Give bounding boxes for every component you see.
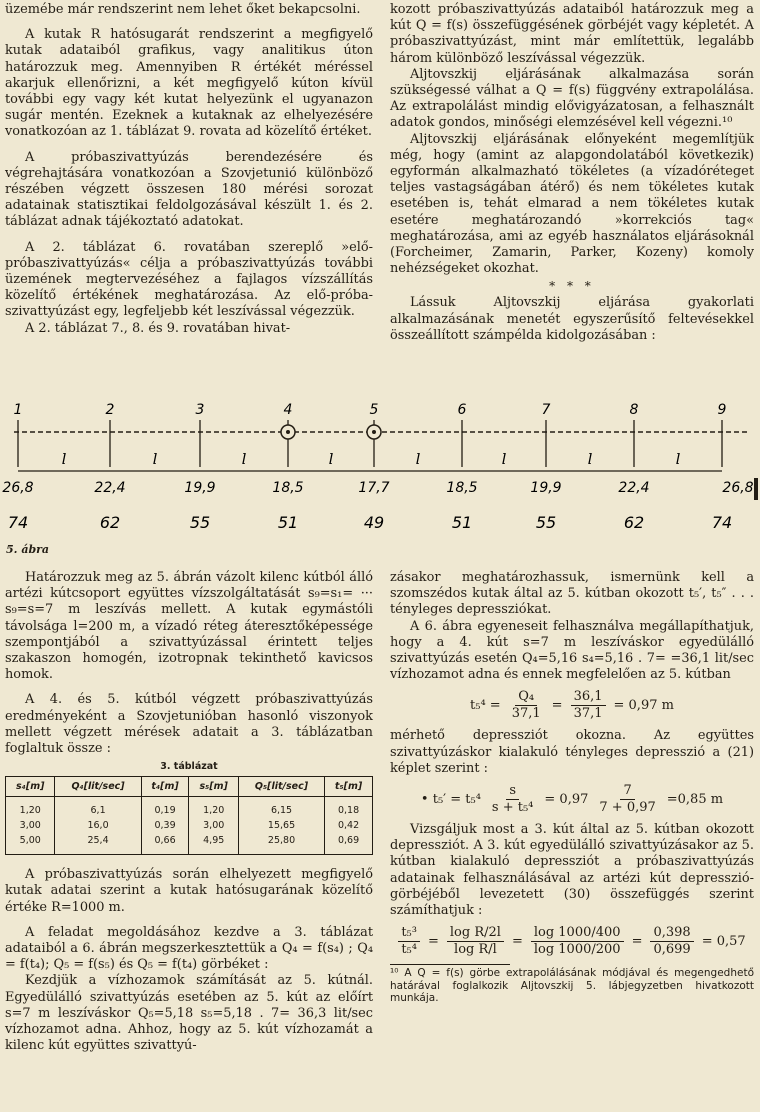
table-cell: 0,42 — [325, 818, 373, 833]
paragraph: A 6. ábra egyeneseit felhasználva megállapíthatjuk, hogy a 4. kút s=7 m leszíváskor egyedülálló szivattyúzás esetén Q₄=5,16 s₄=5,16 . 7= =36,1 lit/sec vízhozamot adna és ennek megfelelően az 5. kútban — [390, 618, 754, 683]
paragraph: A 2. táblázat 6. rovatában szereplő »elő-próbaszivattyúzás« célja a próbaszivattyúzás további üzemének megtervezéséhez a fajlagos vízszállítás közelítő értékének meghatározása. Az elő-próba- szivattyúzást egy, legfeljebb két leszívással végezzük. — [5, 239, 373, 320]
paragraph: Aljtovszkij eljárásának előnyeként megemlítjük még, hogy (amint az alapgondolatából következik) egyformán alkalmazható tökéletes (a vízadóréteget teljes vastagságában átérő) és nem tökéletes kutak esetében is, tehát elmarad a nem tökéletes kutak esetére meghatározandó »korrekciós tag« meghatározása, ami az egyéb használatos eljárásoknál (Forcheimer, Zamarin, Parker, Kozeny) komoly nehézségeket okozhat. — [390, 131, 754, 277]
flow-value: 62 — [623, 513, 645, 532]
equation-3 — [390, 925, 754, 958]
well-number: 5 — [369, 402, 379, 418]
figure-caption: 5. ábra — [6, 543, 50, 556]
denominator: 37,1 — [573, 706, 603, 722]
well-center-dot — [372, 430, 376, 434]
eq-result: = 0,57 — [701, 934, 746, 950]
flow-value: 74 — [7, 513, 29, 532]
paragraph: kozott próbaszivattyúzás adataiból határozzuk meg a kút Q = f(s) összefüggésének görbéjét vagy képletét. A próbaszivattyúzást, mint már említettük, legalább három különböző leszívással végezzük. — [390, 2, 754, 66]
fraction — [489, 783, 536, 816]
paragraph: mérhető depressziót okozna. Az együttes szivattyúzáskor kialakuló tényleges depresszió a (21) képlet szerint : — [390, 728, 754, 776]
well-number: 4 — [283, 402, 293, 418]
table-header-cell: t₅[m] — [325, 777, 373, 797]
fraction — [571, 689, 606, 722]
depression-value: 18,5 — [446, 480, 478, 496]
depression-value: 22,4 — [618, 480, 650, 496]
eq-operator: = — [551, 698, 563, 714]
paragraph: A 4. és 5. kútból végzett próbaszivattyúzás eredményeként a Szovjetunióban hasonló viszonyok mellett végzett mérések adatait a 3. táblázatban foglaltuk össze : — [5, 692, 373, 757]
table-cell: 16,0 — [55, 818, 141, 833]
paragraph: A próbaszivattyúzás során elhelyezett megfigyelő kutak adatai szerint a kutak hatósugarának közelítő értéke R=1000 m. — [5, 867, 373, 915]
table-cell: 6,1 — [55, 797, 141, 819]
paragraph: zásakor meghatározhassuk, ismernünk kell a szomszédos kutak által az 5. kútban okozott t₅′, t₅″ . . . tényleges depressziókat. — [390, 570, 754, 618]
depression-value: 17,7 — [358, 480, 390, 496]
table-cell: 0,19 — [141, 797, 189, 819]
denominator: s + t₅⁴ — [491, 800, 534, 816]
left-column-top — [5, 2, 373, 337]
flow-value: 62 — [99, 513, 121, 532]
table-cell: 4,95 — [189, 833, 238, 855]
paragraph: Lássuk Aljtovszkij eljárása gyakorlati alkalmazásának menetét egyszerűsítő feltevésekkel összeállított számpélda kidolgozásában : — [390, 295, 754, 343]
table-cell: 6,15 — [238, 797, 324, 819]
table-cell: 1,20 — [6, 797, 55, 819]
spacing-label: l — [415, 450, 421, 468]
right-column-top — [390, 2, 754, 344]
well-center-dot — [286, 430, 290, 434]
table-cell: 25,4 — [55, 833, 141, 855]
eq-result: =0,85 m — [666, 792, 724, 808]
spacing-label: l — [328, 450, 334, 468]
equation-1 — [390, 689, 754, 722]
right-column-bottom — [390, 570, 754, 1005]
figure-5 — [0, 392, 760, 574]
eq-operator: = 0,97 — [544, 792, 589, 808]
table-cell: 3,00 — [189, 818, 238, 833]
table-header-cell: Q₅[lit/sec] — [238, 777, 324, 797]
eq-result: = 0,97 m — [613, 698, 674, 714]
fraction — [531, 925, 624, 958]
table-caption: 3. táblázat — [160, 761, 218, 773]
eq-operator: = — [427, 934, 439, 950]
flow-value: 55 — [189, 513, 211, 532]
denominator: 37,1 — [511, 706, 541, 722]
table-header-cell: Q₄[lit/sec] — [55, 777, 141, 797]
denominator: log 1000/200 — [533, 942, 621, 958]
depression-value: 19,9 — [184, 480, 216, 496]
denominator: t₅⁴ — [401, 942, 417, 958]
left-column-bottom — [5, 570, 373, 1054]
depression-value: 18,5 — [272, 480, 304, 496]
eq-operator: = — [631, 934, 643, 950]
paragraph: Határozzuk meg az 5. ábrán vázolt kilenc kútból álló artézi kútcsoport együttes vízszolgáltatását s₉=s₁= ··· s₉=s=7 m leszívás mellett. A kutak egymástóli távolsága l=200 m, a vízadó réteg áteresztőképessége szempontjából a szivattyúzással érintett teljes szakaszon homogén, izotropnak tekinthető kavicsos homok. — [5, 570, 373, 683]
depression-value: 22,4 — [94, 480, 126, 496]
paragraph: Kezdjük a vízhozamok számítását az 5. kútnál. Egyedülálló szivattyúzás esetében az 5. kút az előírt s=7 m leszíváskor Q₅=5,18 s₅=5,18 . 7= 36,3 lit/sec vízhozamot adna. Ahhoz, hogy az 5. kút vízhozamát a kilenc kút együttes szivattyú- — [5, 973, 373, 1054]
table-cell: 0,18 — [325, 797, 373, 819]
numerator: 36,1 — [571, 689, 606, 706]
spacing-label: l — [501, 450, 507, 468]
table-row — [6, 818, 373, 833]
fraction — [596, 783, 658, 816]
footnote: ¹⁰ A Q = f(s) görbe extrapolálásának módjával és megengedhető határával foglalkozik Aljtovszkij 5. lábjegyzetben hivatkozott munkája. — [390, 967, 754, 1005]
flow-value: 74 — [711, 513, 733, 532]
numerator: 0,398 — [650, 925, 693, 942]
flow-value: 51 — [277, 513, 299, 532]
fraction — [650, 925, 693, 958]
depression-value: 26,8 — [722, 480, 754, 496]
eq-operator: = — [511, 934, 523, 950]
depression-value: 26,8 — [2, 480, 34, 496]
table-cell: 0,66 — [141, 833, 189, 855]
table-cell: 0,69 — [325, 833, 373, 855]
numerator: s — [506, 783, 519, 800]
numerator: log R/2l — [447, 925, 504, 942]
denominator: 0,699 — [653, 942, 691, 958]
fraction — [509, 689, 544, 722]
table-header-cell: t₄[m] — [141, 777, 189, 797]
table-row — [6, 797, 373, 819]
section-separator: * * * — [549, 279, 595, 294]
flow-value: 49 — [363, 513, 385, 532]
well-layout-diagram — [0, 392, 760, 542]
flow-value: 51 — [451, 513, 473, 532]
table-cell: 0,39 — [141, 818, 189, 833]
paragraph: Aljtovszkij eljárásának alkalmazása során szükségessé válhat a Q = f(s) függvény extrapolálása. Az extrapolálást mindig elővigyázatosan, a felhasznált adatok gondos, minőségi elemzésével kell végezni.¹⁰ — [390, 66, 754, 131]
paragraph: A feladat megoldásához kezdve a 3. táblázat adataiból a 6. ábrán megszerkesztettük a Q₄ = f(s₄) ; Q₄ = f(t₄); Q₅ = f(s₅) és Q₅ = f(t₄) görbéket : — [5, 924, 373, 973]
paragraph: A 2. táblázat 7., 8. és 9. rovatában hivat- — [25, 320, 291, 336]
fraction — [398, 925, 420, 958]
footnote-rule — [390, 964, 510, 965]
table-cell: 15,65 — [238, 818, 324, 833]
data-table — [5, 776, 373, 855]
spacing-label: l — [152, 450, 158, 468]
well-number: 3 — [195, 402, 205, 418]
spacing-label: l — [675, 450, 681, 468]
paragraph: Vizsgáljuk most a 3. kút által az 5. kútban okozott depressziót. A 3. kút egyedülálló szivattyúzásakor az 5. kútban kialakuló depressziót a próbaszivattyúzás adatainak felhasználásával az artézi kút depresszió-görbéjéből levezetett (30) összefüggés szerint számíthatjuk : — [390, 822, 754, 919]
well-number: 2 — [105, 402, 115, 418]
well-number: 9 — [717, 402, 727, 418]
denominator: log R/l — [454, 942, 497, 958]
eq-lhs: t₅⁴ = — [470, 698, 501, 714]
eq-lhs: • t₅′ = t₅⁴ — [420, 792, 481, 808]
table-cell: 5,00 — [6, 833, 55, 855]
table-header-cell: s₄[m] — [6, 777, 55, 797]
depression-value: 19,9 — [530, 480, 562, 496]
paragraph: A kutak R hatósugarát rendszerint a megfigyelő kutak adataiból grafikus, vagy analitikus úton határozzuk meg. Amennyiben R értékét méréssel akarjuk ellenőrizni, a két megfigyelő kúton kívül további egy vagy két kutat helyezünk el ugyanazon sugár mentén. Ezeknek a kutaknak az elhelyezésére vonatkozóan az 1. táblázat 9. rovata ad közelítő értéket. — [5, 27, 373, 140]
numerator: t₅³ — [398, 925, 420, 942]
flow-value: 55 — [535, 513, 557, 532]
numerator: log 1000/400 — [531, 925, 624, 942]
equation-2 — [390, 783, 754, 816]
page-edge-mark — [754, 478, 758, 500]
spacing-label: l — [587, 450, 593, 468]
table-header-cell: s₅[m] — [189, 777, 238, 797]
table-cell: 25,80 — [238, 833, 324, 855]
table-row — [6, 833, 373, 855]
denominator: 7 + 0,97 — [599, 800, 656, 816]
well-number: 6 — [457, 402, 467, 418]
table-cell: 3,00 — [6, 818, 55, 833]
well-number: 1 — [13, 402, 23, 418]
paragraph: üzemébe már rendszerint nem lehet őket bekapcsolni. — [5, 2, 361, 17]
paragraph: A próbaszivattyúzás berendezésére és végrehajtására vonatkozóan a Szovjetunió különböző részében végzett összesen 180 mérési sorozat adatainak statisztikai feldolgozásával készült 1. és 2. táblázat adnak tájékoztató adatokat. — [5, 149, 373, 230]
numerator: Q₄ — [515, 689, 537, 706]
fraction — [447, 925, 504, 958]
well-number: 8 — [629, 402, 639, 418]
spacing-label: l — [241, 450, 247, 468]
numerator: 7 — [620, 783, 634, 800]
spacing-label: l — [61, 450, 67, 468]
table-cell: 1,20 — [189, 797, 238, 819]
well-number: 7 — [541, 402, 551, 418]
